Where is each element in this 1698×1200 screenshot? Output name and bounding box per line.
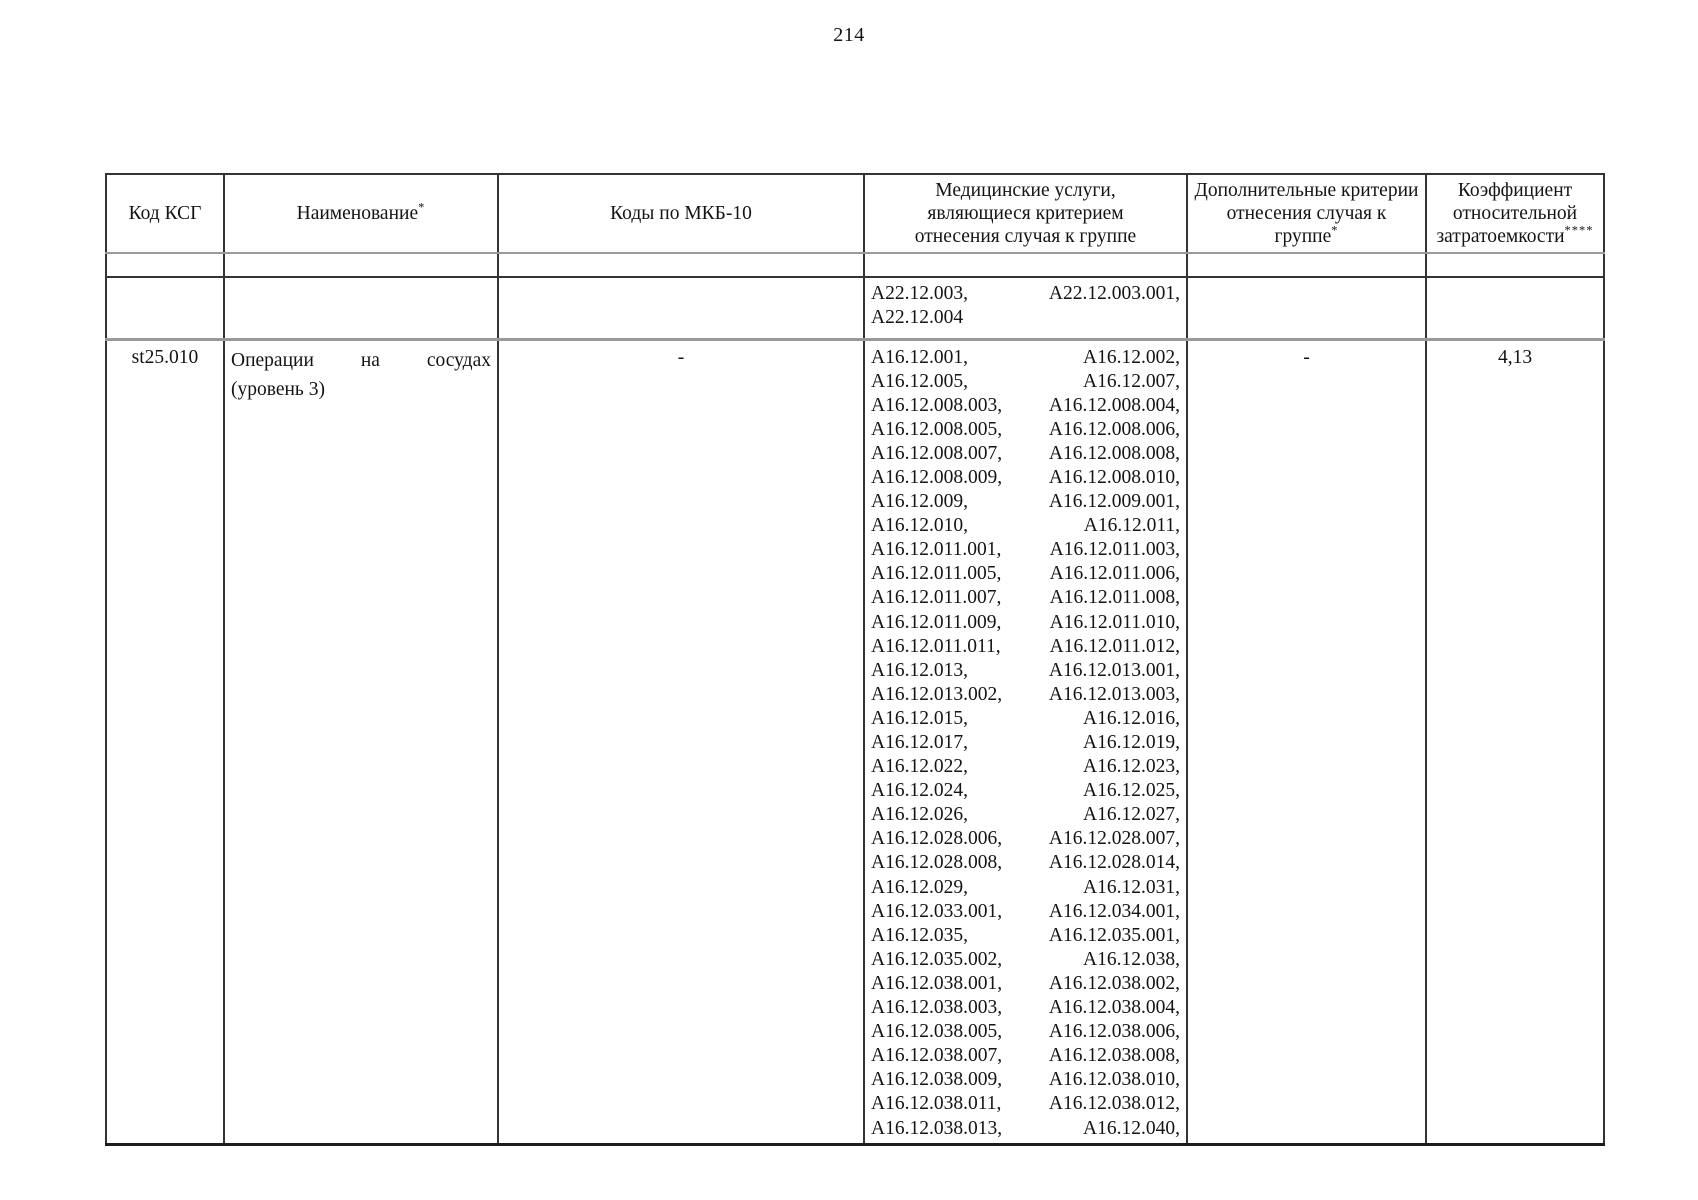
text-segment: A16.12.011,	[1083, 515, 1180, 537]
empty-cell	[1426, 253, 1604, 277]
additional-criteria-label-line1: Дополнительные критерии	[1194, 180, 1419, 201]
continuation-row	[106, 277, 1604, 339]
text-segment: A16.12.038.012,	[1048, 1093, 1180, 1115]
col-header-additional-criteria	[1187, 174, 1426, 253]
services-codes-list	[871, 282, 1180, 330]
text-segment: A16.12.028.008,	[871, 852, 1003, 874]
empty-cell	[1426, 277, 1604, 339]
text-segment: на	[360, 349, 380, 371]
text-segment: A16.12.011.012,	[1049, 635, 1180, 657]
text-segment: A16.12.008.008,	[1048, 442, 1180, 464]
text-segment: A16.12.038,	[1083, 948, 1180, 970]
services-codes-cell	[864, 339, 1187, 1144]
spacer-row	[106, 253, 1604, 277]
text-segment: A16.12.015,	[871, 707, 968, 729]
text-segment: A16.12.002,	[1083, 346, 1180, 368]
header-row	[106, 174, 1604, 253]
text-segment: A16.12.024,	[871, 780, 968, 802]
text-segment: A16.12.035.001,	[1048, 924, 1180, 946]
ksg-table	[105, 173, 1605, 1146]
text-segment: A16.12.028.014,	[1048, 852, 1180, 874]
cost-coefficient-label-line1: Коэффициент	[1457, 180, 1573, 201]
text-segment: A16.12.001,	[871, 346, 968, 368]
col-header-ksg-code-label: Код КСГ	[128, 203, 202, 224]
text-segment: A16.12.034.001,	[1048, 900, 1180, 922]
text-segment: A16.12.011.001,	[871, 539, 1002, 561]
text-segment: сосудах	[426, 349, 491, 371]
medical-services-label-line1: Медицинские услуги,	[935, 180, 1116, 201]
text-segment: A16.12.038.011,	[871, 1093, 1002, 1115]
text-segment: A16.12.038.003,	[871, 997, 1003, 1019]
text-segment: A16.12.013.002,	[871, 683, 1003, 705]
text-segment: A16.12.013.003,	[1048, 683, 1180, 705]
text-segment: A16.12.011.009,	[871, 611, 1002, 633]
name-cell	[224, 339, 498, 1144]
text-segment: A16.12.013.001,	[1048, 659, 1180, 681]
medical-services-label-line2: являющиеся критерием	[927, 203, 1124, 224]
cost-coefficient-cell: 4,13	[1426, 339, 1604, 1144]
text-segment: A16.12.008.006,	[1048, 418, 1180, 440]
text-segment: A16.12.008.009,	[871, 466, 1003, 488]
services-codes-cell	[864, 277, 1187, 339]
additional-criteria-label-line2: отнесения случая к	[1226, 203, 1387, 224]
name-footnote-marker: *	[418, 200, 426, 215]
text-segment: A16.12.022,	[871, 756, 968, 778]
empty-cell	[106, 277, 224, 339]
criteria-footnote-marker: *	[1331, 223, 1339, 238]
text-segment: (уровень 3)	[231, 379, 325, 400]
text-segment: A16.12.017,	[871, 732, 968, 753]
text-segment: A16.12.008.010,	[1048, 466, 1180, 488]
mkb-codes-cell: -	[498, 339, 864, 1144]
table-header	[106, 174, 1604, 253]
text-segment: A16.12.038.007,	[871, 1045, 1003, 1067]
empty-cell	[1187, 253, 1426, 277]
empty-cell	[224, 277, 498, 339]
text-segment: A16.12.009.001,	[1048, 491, 1180, 513]
text-segment: A16.12.038.008,	[1048, 1045, 1180, 1067]
text-segment: A16.12.007,	[1083, 370, 1180, 392]
text-segment: A16.12.009,	[871, 491, 968, 513]
cost-coefficient-label-line2: относительной	[1452, 203, 1578, 224]
text-segment: A22.12.004	[871, 307, 964, 329]
text-segment: A16.12.005,	[871, 370, 968, 392]
text-segment: A16.12.010,	[871, 515, 968, 537]
text-segment: A16.12.011.010,	[1049, 611, 1180, 633]
text-segment: A16.12.027,	[1083, 804, 1180, 826]
text-segment: A16.12.031,	[1083, 876, 1180, 898]
text-segment: A16.12.029,	[871, 876, 968, 898]
text-segment: A16.12.011.003,	[1049, 539, 1180, 561]
name-text	[231, 346, 491, 405]
text-segment: A16.12.038.013,	[871, 1117, 1003, 1139]
text-segment: A16.12.008.007,	[871, 442, 1003, 464]
text-segment: A16.12.038.006,	[1048, 1021, 1180, 1043]
medical-services-label-line3: отнесения случая к группе	[914, 226, 1137, 247]
text-segment: A16.12.028.007,	[1048, 828, 1180, 850]
text-segment: A16.12.013,	[871, 659, 968, 681]
text-segment: A16.12.023,	[1083, 756, 1180, 778]
additional-criteria-cell: -	[1187, 339, 1426, 1144]
additional-criteria-label-line3: группе*	[1274, 223, 1339, 247]
col-header-name-label: Наименование	[296, 203, 419, 224]
text-segment: A16.12.011.011,	[871, 635, 1001, 657]
col-header-mkb-codes-label: Коды по МКБ-10	[610, 203, 752, 224]
empty-cell	[1187, 277, 1426, 339]
text-segment: A16.12.038.002,	[1048, 972, 1180, 994]
text-segment: A16.12.038.010,	[1048, 1069, 1180, 1091]
services-codes-list	[871, 346, 1180, 1141]
page-number: 214	[833, 24, 865, 46]
text-segment: A22.12.003.001,	[1048, 283, 1180, 304]
text-segment: A16.12.038.001,	[871, 972, 1003, 994]
col-header-medical-services	[864, 174, 1187, 253]
table-row-st25010	[106, 339, 1604, 1144]
text-segment: A16.12.038.005,	[871, 1021, 1003, 1043]
text-segment: A16.12.028.006,	[871, 828, 1003, 850]
empty-cell	[864, 253, 1187, 277]
empty-cell	[224, 253, 498, 277]
text-segment: A16.12.008.005,	[871, 418, 1003, 440]
text-segment: A16.12.008.004,	[1048, 394, 1180, 416]
text-segment: A16.12.035,	[871, 924, 968, 946]
text-segment: A16.12.011.006,	[1049, 563, 1180, 585]
text-segment: A16.12.011.007,	[871, 587, 1002, 609]
text-segment: A16.12.038.009,	[871, 1069, 1003, 1091]
empty-cell	[498, 253, 864, 277]
text-segment: A16.12.026,	[871, 804, 968, 826]
text-segment: A16.12.008.003,	[871, 394, 1003, 416]
col-header-cost-coefficient	[1426, 174, 1604, 253]
cost-coefficient-label-line3: затратоемкости****	[1436, 223, 1594, 247]
text-segment: A22.12.003,	[871, 283, 968, 304]
col-header-ksg-code	[106, 174, 224, 253]
text-segment: A16.12.016,	[1083, 707, 1180, 729]
col-header-mkb-codes	[498, 174, 864, 253]
text-segment: Операции	[231, 349, 314, 371]
text-segment: A16.12.019,	[1083, 732, 1180, 753]
empty-cell	[106, 253, 224, 277]
col-header-name	[224, 174, 498, 253]
text-segment: A16.12.035.002,	[871, 948, 1003, 970]
text-segment: A16.12.038.004,	[1048, 997, 1180, 1019]
text-segment: A16.12.011.008,	[1049, 587, 1180, 609]
coefficient-footnote-marker: ****	[1564, 223, 1594, 238]
text-segment: A16.12.033.001,	[871, 900, 1003, 922]
empty-cell	[498, 277, 864, 339]
text-segment: A16.12.040,	[1083, 1117, 1180, 1139]
text-segment: A16.12.011.005,	[871, 563, 1002, 585]
text-segment: A16.12.025,	[1083, 780, 1180, 802]
ksg-code-cell: st25.010	[106, 339, 224, 1144]
